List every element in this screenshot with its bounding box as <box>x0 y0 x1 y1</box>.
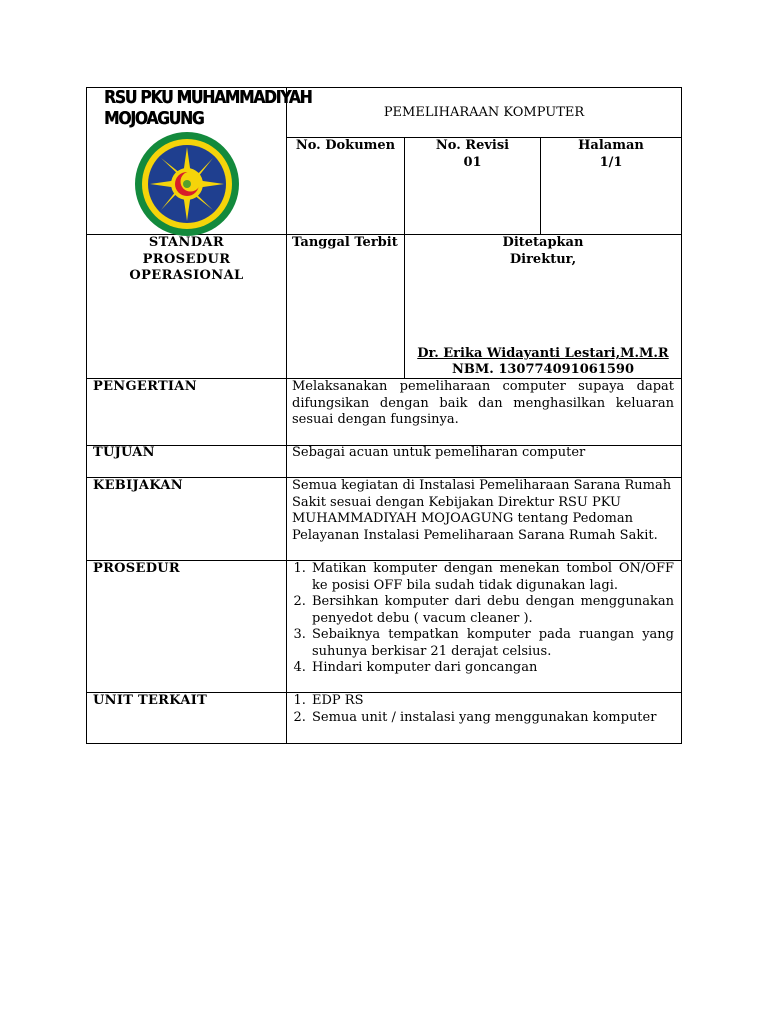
direktur-label: Direktur, <box>509 252 577 267</box>
hospital-logo <box>134 131 240 237</box>
document-title: PEMELIHARAAN KOMPUTER <box>383 105 585 120</box>
sop-label-line1: STANDAR <box>148 235 225 250</box>
halaman-label: Halaman <box>578 138 644 153</box>
sop-label <box>87 235 286 285</box>
border-left <box>86 87 87 744</box>
border-right <box>681 87 682 744</box>
unit-item: 1. EDP RS <box>310 693 674 710</box>
kebijakan-text <box>292 478 678 544</box>
tanggal-terbit-label: Tanggal Terbit <box>292 235 398 250</box>
sop-document <box>86 87 682 744</box>
halaman-value: 1/1 <box>599 155 623 170</box>
kebijakan-line2: Sakit sesuai dengan Kebijakan Direktur RSU PKU <box>292 494 621 510</box>
kebijakan-label: KEBIJAKAN <box>93 478 183 493</box>
border-bottom <box>86 743 682 744</box>
rule-label-column <box>286 87 287 744</box>
kebijakan-line4: Pelayanan Instalasi Pemeliharaan Sarana Rumah Sakit. <box>292 527 658 543</box>
sop-label-line3: OPERASIONAL <box>129 268 244 283</box>
signer-nbm: NBM. 130774091061590 <box>452 362 634 377</box>
prosedur-item: 4. Hindari komputer dari goncangan <box>310 660 674 677</box>
kebijakan-line1: Semua kegiatan di Instalasi Pemeliharaan Sarana Rumah <box>292 478 672 493</box>
no-dokumen-label: No. Dokumen <box>295 138 396 153</box>
kebijakan-line3: MUHAMMADIYAH MOJOAGUNG tentang Pedoman <box>292 511 633 526</box>
no-revisi-label: No. Revisi <box>435 138 510 153</box>
unit-terkait-label: UNIT TERKAIT <box>93 693 208 708</box>
unit-terkait-list <box>292 693 674 726</box>
prosedur-label: PROSEDUR <box>93 561 181 576</box>
hospital-name <box>104 87 311 128</box>
hospital-name-line2: MOJOAGUNG <box>104 107 204 129</box>
hospital-name-line1: RSU PKU MUHAMMADIYAH <box>104 87 312 108</box>
prosedur-item: 1. Matikan komputer dengan menekan tombol ON/OFF ke posisi OFF bila sudah tidak digunakan lagi. <box>310 561 674 594</box>
prosedur-item: 3. Sebaiknya tempatkan komputer pada ruangan yang suhunya berkisar 21 derajat celsius. <box>310 627 674 660</box>
pengertian-text: Melaksanakan pemeliharaan computer supaya dapat difungsikan dengan baik dan menghasilkan keluaran sesuai dengan fungsinya. <box>292 379 674 427</box>
unit-item: 2. Semua unit / instalasi yang menggunakan komputer <box>310 710 674 727</box>
no-revisi-value: 01 <box>463 155 482 170</box>
sop-label-line2: PROSEDUR <box>142 251 231 267</box>
prosedur-item: 2. Bersihkan komputer dari debu dengan menggunakan penyedot debu ( vacum cleaner ). <box>310 594 674 627</box>
prosedur-list <box>292 561 674 677</box>
tujuan-text: Sebagai acuan untuk pemeliharan computer <box>292 445 586 460</box>
signer-name: Dr. Erika Widayanti Lestari,M.M.R <box>417 346 669 361</box>
ditetapkan-label: Ditetapkan <box>502 235 584 250</box>
tujuan-label: TUJUAN <box>93 445 155 460</box>
pengertian-label: PENGERTIAN <box>93 379 197 394</box>
